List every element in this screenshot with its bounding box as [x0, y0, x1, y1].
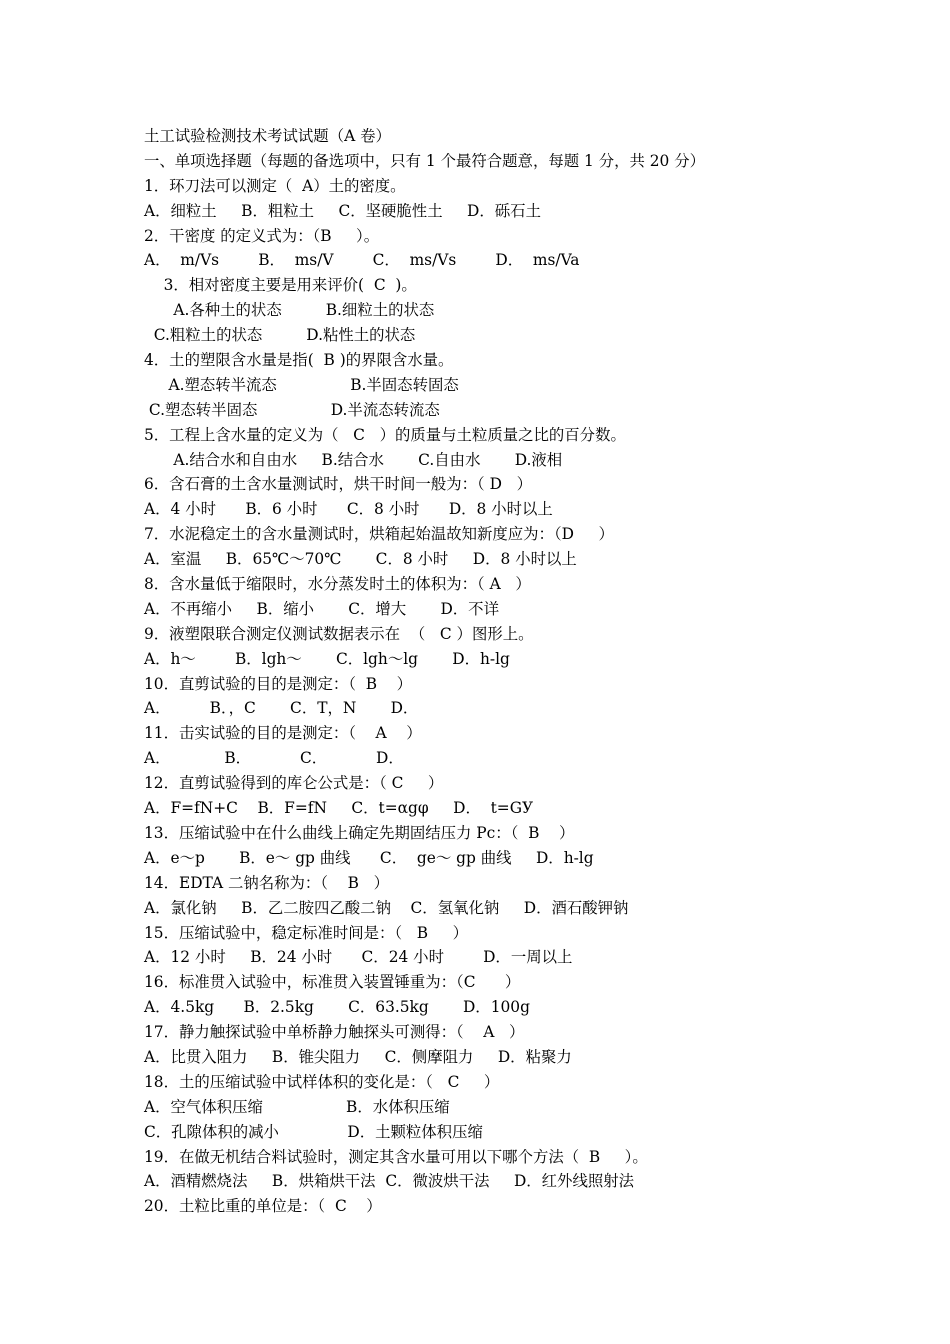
text-line: 4．土的塑限含水量是指( B )的界限含水量。	[144, 351, 454, 370]
exam-title: 土工试验检测技术考试试题（A 卷）	[144, 127, 391, 145]
text-line: A． B． C． D．	[144, 749, 404, 768]
text-line: A． m/Vs B． ms/V C． ms/Vs D． ms/Va	[144, 251, 580, 270]
exam-text-body	[144, 124, 844, 1219]
text-line: 16．标准贯入试验中，标准贯入装置锤重为：（C ）	[144, 973, 521, 992]
text-line: 6．含石膏的土含水量测试时，烘干时间一般为：（ D ）	[144, 475, 532, 494]
text-line: C.粗粒土的状态 D.粘性土的状态	[144, 326, 416, 345]
text-line: C．孔隙体积的减小 D．土颗粒体积压缩	[144, 1122, 483, 1141]
text-line: 13．压缩试验中在什么曲线上确定先期固结压力 Pc：（ B ）	[144, 823, 575, 842]
text-line: A．e～p B．e～ gp 曲线 C． ge～ gp 曲线 D．h-lg	[144, 848, 594, 867]
text-line: 8．含水量低于缩限时，水分蒸发时土的体积为：（ A ）	[144, 575, 531, 594]
text-line: 3．相对密度主要是用来评价( C )。	[144, 276, 417, 295]
text-line: A．4.5kg B．2.5kg C．63.5kg D．100g	[144, 998, 530, 1017]
text-line: 11．击实试验的目的是测定：（ A ）	[144, 724, 422, 743]
text-line: A．氯化钠 B．乙二胺四乙酸二钠 C．氢氧化钠 D．酒石酸钾钠	[144, 898, 629, 917]
text-line: 12．直剪试验得到的库仑公式是：（ C ）	[144, 774, 444, 793]
text-line: A.各种土的状态 B.细粒土的状态	[144, 301, 435, 320]
text-line: 2．干密度 的定义式为：（B ）。	[144, 226, 380, 245]
text-line: 10．直剪试验的目的是测定：（ B ）	[144, 674, 413, 693]
text-line: A．空气体积压缩 B．水体积压缩	[144, 1097, 450, 1116]
text-line: A．h～ B．lgh～ C．lgh～lg D．h-lg	[144, 649, 510, 668]
text-line: A．细粒土 B．粗粒土 C．坚硬脆性土 D．砾石土	[144, 201, 541, 220]
text-line: 14．EDTA 二钠名称为：（ B ）	[144, 873, 389, 892]
text-line: A．酒精燃烧法 B．烘箱烘干法 C．微波烘干法 D．红外线照射法	[144, 1172, 635, 1191]
text-line: C.塑态转半固态 D.半流态转流态	[144, 400, 440, 419]
text-line: 7．水泥稳定土的含水量测试时，烘箱起始温故知新度应为：（D ）	[144, 525, 614, 544]
text-line: A． B．，C C．T，N D．	[144, 699, 419, 718]
text-line: 1．环刀法可以测定（ A）土的密度。	[144, 176, 406, 195]
text-line: 9．液塑限联合测定仪测试数据表示在 （ C ）图形上。	[144, 624, 534, 643]
text-line: A．F=fN+C B．F=fN C．t=αgφ D． t=GУ	[144, 799, 534, 818]
text-line: A．比贯入阻力 B．锥尖阻力 C．侧摩阻力 D．粘聚力	[144, 1047, 572, 1066]
text-line: 17．静力触探试验中单桥静力触探头可测得：（ A ）	[144, 1023, 525, 1042]
text-line: A．不再缩小 B．缩小 C．增大 D．不详	[144, 599, 499, 618]
text-line: 18．土的压缩试验中试样体积的变化是：（ C ）	[144, 1072, 500, 1091]
text-line: 20．土粒比重的单位是：（ C ）	[144, 1197, 382, 1216]
section-heading: 一、单项选择题（每题的备选项中，只有 1 个最符合题意，每题 1 分，共 20 分）	[144, 151, 706, 170]
text-line: A.结合水和自由水 B.结合水 C.自由水 D.液相	[144, 450, 563, 469]
text-line: A．室温 B．65℃～70℃ C．8 小时 D．8 小时以上	[144, 550, 577, 569]
text-line: A．12 小时 B．24 小时 C．24 小时 D．一周以上	[144, 948, 573, 967]
text-line: 5．工程上含水量的定义为（ C ）的质量与土粒质量之比的百分数。	[144, 425, 626, 444]
text-line: 19．在做无机结合料试验时，测定其含水量可用以下哪个方法（ B ）。	[144, 1147, 648, 1166]
text-line: A.塑态转半流态 B.半固态转固态	[144, 375, 459, 394]
text-line: A．4 小时 B．6 小时 C．8 小时 D．8 小时以上	[144, 500, 553, 519]
text-line: 15．压缩试验中，稳定标准时间是：（ B ）	[144, 923, 468, 942]
